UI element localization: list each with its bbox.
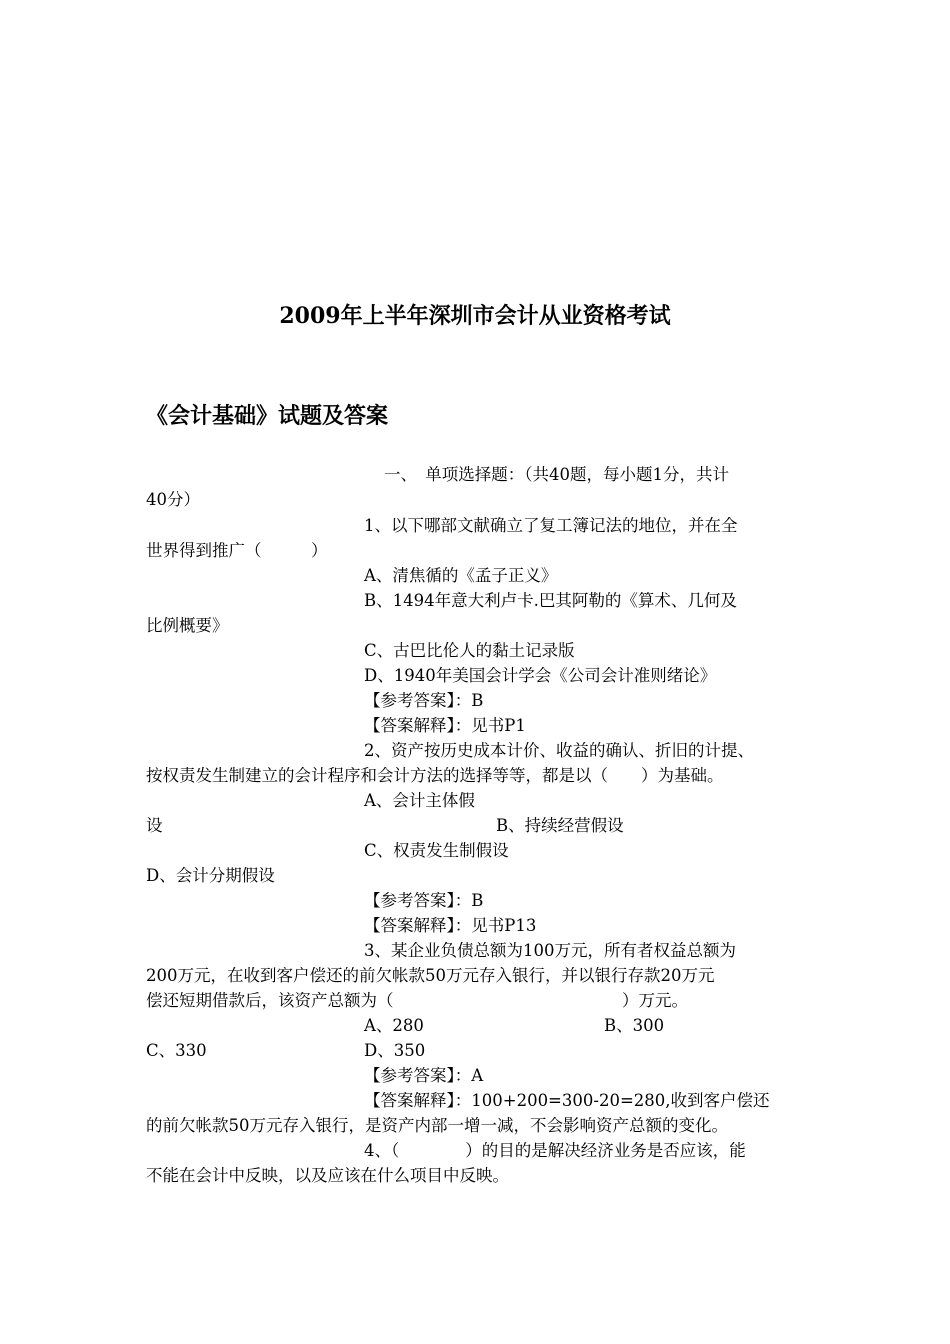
- text-line: 设: [146, 816, 163, 835]
- text-line: 世界得到推广（ ）: [146, 541, 328, 560]
- text-line: 200万元，在收到客户偿还的前欠帐款50万元存入银行，并以银行存款20万元: [146, 966, 715, 985]
- text-line: ）万元。: [622, 991, 688, 1010]
- option-c: C、权责发生制假设: [364, 841, 509, 860]
- option-a: A、280: [364, 1016, 424, 1035]
- question-1: 1、以下哪部文献确立了复工簿记法的地位，并在全: [364, 516, 738, 535]
- option-d: D、1940年美国会计学会《公司会计准则绪论》: [364, 666, 717, 685]
- option-a: A、清焦循的《孟子正义》: [364, 566, 558, 585]
- option-b: B、1494年意大利卢卡.巴其阿勒的《算术、几何及: [364, 591, 737, 610]
- text-line: 40分）: [146, 490, 200, 509]
- answer-explanation: 【答案解释】：见书P1: [364, 716, 526, 735]
- question-4: 4、（ ）的目的是解决经济业务是否应该，能: [364, 1141, 746, 1160]
- document-title: 2009年上半年深圳市会计从业资格考试: [279, 303, 671, 329]
- reference-answer: 【参考答案】：B: [364, 691, 484, 710]
- reference-answer: 【参考答案】：B: [364, 891, 484, 910]
- question-3: 3、某企业负债总额为100万元，所有者权益总额为: [364, 941, 736, 960]
- option-b: B、持续经营假设: [496, 816, 624, 835]
- text-line: 按权责发生制建立的会计程序和会计方法的选择等等，都是以（ ）为基础。: [146, 766, 724, 785]
- reference-answer: 【参考答案】：A: [364, 1066, 484, 1085]
- answer-explanation: 【答案解释】：见书P13: [364, 916, 537, 935]
- section-heading: 一、 单项选择题：（共40题，每小题1分，共计: [384, 465, 729, 484]
- text-line: 不能在会计中反映，以及应该在什么项目中反映。: [146, 1166, 509, 1185]
- option-d: D、350: [364, 1041, 426, 1060]
- text-line: 比例概要》: [146, 616, 229, 635]
- text-line: 的前欠帐款50万元存入银行，是资产内部一增一减，不会影响资产总额的变化。: [146, 1116, 728, 1135]
- document-subtitle: 《会计基础》试题及答案: [146, 403, 389, 429]
- option-d: D、会计分期假设: [146, 866, 275, 885]
- option-a: A、会计主体假: [364, 791, 475, 810]
- option-c: C、330: [146, 1041, 207, 1060]
- question-2: 2、资产按历史成本计价、收益的确认、折旧的计提、: [364, 741, 754, 760]
- option-b: B、300: [604, 1016, 665, 1035]
- text-line: 偿还短期借款后，该资产总额为（: [146, 991, 394, 1010]
- option-c: C、古巴比伦人的黏土记录版: [364, 641, 575, 660]
- answer-explanation: 【答案解释】：100+200=300-20=280,收到客户偿还: [364, 1091, 770, 1110]
